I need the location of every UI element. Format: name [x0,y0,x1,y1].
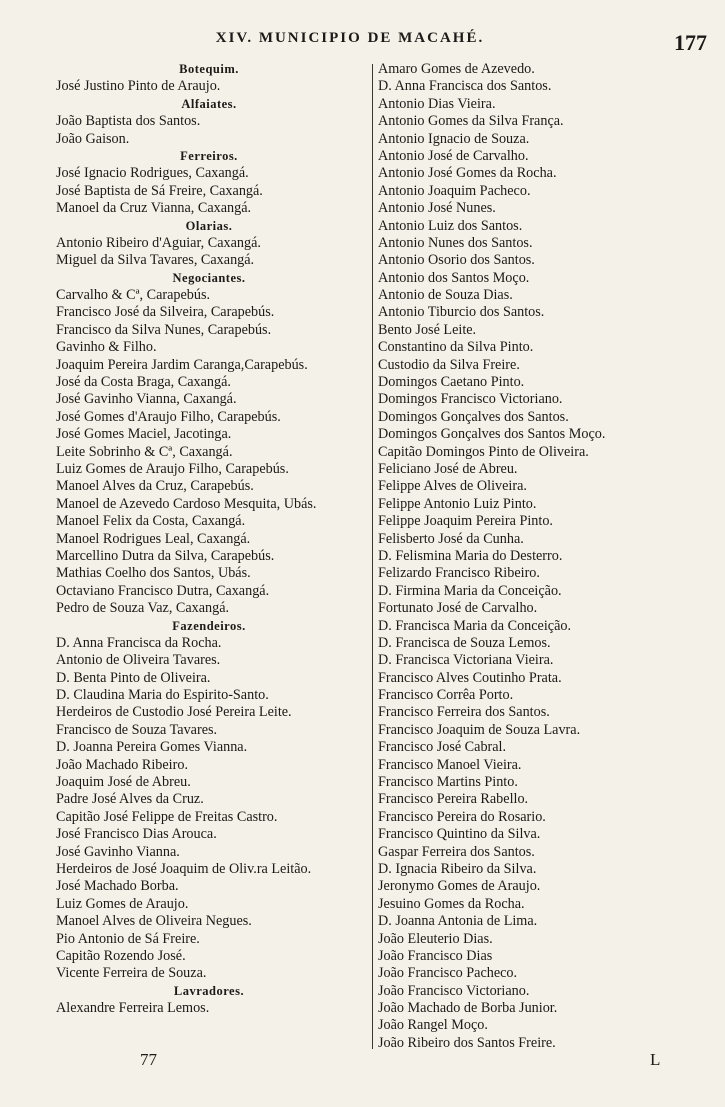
list-item: Manoel Felix da Costa, Caxangá. [56,513,246,530]
list-item: João Francisco Pacheco. [378,965,518,982]
list-item: Domingos Gonçalves dos Santos Moço. [378,426,606,443]
list-item: Francisco Ferreira dos Santos. [378,704,550,721]
list-item: D. Joanna Pereira Gomes Vianna. [56,739,248,756]
list-item: Francisco Pereira Rabello. [378,791,529,808]
list-item: Antonio dos Santos Moço. [378,269,530,286]
list-item: D. Felismina Maria do Desterro. [378,547,563,564]
list-item: Octaviano Francisco Dutra, Caxangá. [56,582,270,599]
list-item: João Francisco Victoriano. [378,982,530,999]
list-item: Alexandre Ferreira Lemos. [56,1000,210,1017]
section-heading: Ferreiros. [180,148,238,163]
list-item: D. Joanna Antonia de Lima. [378,913,538,930]
list-item: João Machado Ribeiro. [56,756,188,773]
list-item: José Justino Pinto de Araujo. [56,78,221,95]
list-item: Antonio de Souza Dias. [378,287,513,304]
list-item: Mathias Coelho dos Santos, Ubás. [56,565,251,582]
list-item: Antonio Ignacio de Souza. [378,130,530,147]
list-item: Custodio da Silva Freire. [378,356,520,373]
list-item: Antonio José de Carvalho. [378,147,529,164]
list-item: Pio Antonio de Sá Freire. [56,930,200,947]
list-item: Antonio José Gomes da Rocha. [378,165,557,182]
sheet-number: 77 [140,1050,157,1069]
list-item: Antonio Ribeiro d'Aguiar, Caxangá. [56,234,261,251]
list-item: Francisco José da Silveira, Carapebús. [56,304,275,321]
list-item: Domingos Gonçalves dos Santos. [378,408,569,425]
list-item: José Gomes d'Araujo Filho, Carapebús. [56,408,281,425]
list-item: Francisco da Silva Nunes, Carapebús. [56,321,272,338]
list-item: D. Firmina Maria da Conceição. [378,582,562,599]
list-item: Manoel Rodrigues Leal, Caxangá. [56,530,251,547]
list-item: Fortunato José de Carvalho. [378,600,538,617]
list-item: Antonio de Oliveira Tavares. [56,652,221,669]
right-column [378,61,674,1052]
list-item: Antonio Nunes dos Santos. [378,234,533,251]
list-item: Francisco Quintino da Silva. [378,826,541,843]
list-item: Amaro Gomes de Azevedo. [378,61,535,77]
list-item: Capitão Rozendo José. [56,947,186,964]
list-item: Francisco Corrêa Porto. [378,687,514,704]
list-item: João Eleuterio Dias. [378,930,493,947]
list-item: João Baptista dos Santos. [56,113,201,130]
list-item: Antonio Joaquim Pacheco. [378,182,531,199]
list-item: Jeronymo Gomes de Araujo. [378,878,541,895]
list-item: Luiz Gomes de Araujo Filho, Carapebús. [56,460,289,477]
list-item: Antonio José Nunes. [378,200,496,217]
list-item: Manoel Alves de Oliveira Negues. [56,913,252,930]
list-item: Antonio Tiburcio dos Santos. [378,304,545,321]
list-item: Marcellino Dutra da Silva, Carapebús. [56,547,275,564]
list-item: João Gaison. [56,130,130,147]
list-item: Felippe Joaquim Pereira Pinto. [378,513,553,530]
list-item: D. Anna Francisca da Rocha. [56,634,222,651]
list-item: José da Costa Braga, Caxangá. [56,374,231,391]
list-item: Herdeiros de Custodio José Pereira Leite. [56,704,292,721]
list-item: Joaquim Pereira Jardim Caranga,Carapebús. [56,356,308,373]
signature-mark: L [650,1050,661,1069]
list-item: José Machado Borba. [56,878,179,895]
list-item: José Ignacio Rodrigues, Caxangá. [56,165,249,182]
list-item: Francisco de Souza Tavares. [56,721,218,738]
list-item: Francisco Pereira do Rosario. [378,808,546,825]
list-item: D. Claudina Maria do Espirito-Santo. [56,687,269,704]
left-column [44,61,374,1017]
list-item: Domingos Francisco Victoriano. [378,391,563,408]
section-heading: Negociantes. [172,270,246,285]
list-item: Felizardo Francisco Ribeiro. [378,565,540,582]
list-item: Padre José Alves da Cruz. [56,791,204,808]
list-item: D. Benta Pinto de Oliveira. [56,669,211,686]
list-item: Vicente Ferreira de Souza. [56,965,207,982]
list-item: Antonio Dias Vieira. [378,95,496,112]
list-item: João Ribeiro dos Santos Freire. [378,1034,556,1051]
list-item: Gaspar Ferreira dos Santos. [378,843,535,860]
list-item: Constantino da Silva Pinto. [378,339,534,356]
section-heading: Alfaiates. [181,96,237,111]
list-item: Herdeiros de José Joaquim de Oliv.ra Leitão. [56,860,312,877]
list-item: Domingos Caetano Pinto. [378,374,525,391]
column-divider [372,64,373,1049]
list-item: D. Ignacia Ribeiro da Silva. [378,860,537,877]
list-item: Luiz Gomes de Araujo. [56,895,189,912]
list-item: D. Francisca Maria da Conceição. [378,617,572,634]
list-item: Capitão Domingos Pinto de Oliveira. [378,443,589,460]
page-number: 177 [674,30,707,55]
section-heading: Botequim. [179,62,239,76]
list-item: José Baptista de Sá Freire, Caxangá. [56,182,263,199]
section-heading: Lavradores. [173,983,245,998]
list-item: Francisco Alves Coutinho Prata. [378,669,562,686]
list-item: João Francisco Dias [378,947,493,964]
section-heading: Fazendeiros. [172,618,246,633]
list-item: Carvalho & Cª, Carapebús. [56,287,211,304]
list-item: Francisco Joaquim de Souza Lavra. [378,721,581,738]
list-item: Bento José Leite. [378,321,477,338]
list-item: Francisco Martins Pinto. [378,774,518,791]
list-item: José Gavinho Vianna. [56,843,180,860]
list-item: Francisco Manoel Vieira. [378,756,522,773]
list-item: D. Francisca Victoriana Vieira. [378,652,554,669]
list-item: Francisco José Cabral. [378,739,507,756]
list-item: Felippe Antonio Luiz Pinto. [378,495,537,512]
list-item: Miguel da Silva Tavares, Caxangá. [56,252,255,269]
list-item: Manoel Alves da Cruz, Carapebús. [56,478,254,495]
list-item: Antonio Luiz dos Santos. [378,217,523,234]
list-item: José Gavinho Vianna, Caxangá. [56,391,237,408]
section-heading: Olarias. [185,218,233,233]
list-item: Feliciano José de Abreu. [378,460,518,477]
page-title: XIV. MUNICIPIO DE MACAHÉ. [215,30,485,46]
list-item: José Francisco Dias Arouca. [56,826,217,843]
list-item: Antonio Gomes da Silva França. [378,113,564,130]
list-item: Joaquim José de Abreu. [56,774,191,791]
list-item: Capitão José Felippe de Freitas Castro. [56,808,278,825]
list-item: Felippe Alves de Oliveira. [378,478,527,495]
list-item: João Machado de Borba Junior. [378,1000,558,1017]
list-item: Manoel de Azevedo Cardoso Mesquita, Ubás. [56,495,317,512]
list-item: Manoel da Cruz Vianna, Caxangá. [56,200,252,217]
list-item: Jesuino Gomes da Rocha. [378,895,525,912]
list-item: Felisberto José da Cunha. [378,530,524,547]
list-item: João Rangel Moço. [378,1017,488,1034]
list-item: Gavinho & Filho. [56,339,157,356]
list-item: D. Anna Francisca dos Santos. [378,78,552,95]
list-item: Antonio Osorio dos Santos. [378,252,535,269]
list-item: D. Francisca de Souza Lemos. [378,634,551,651]
list-item: Leite Sobrinho & Cª, Caxangá. [56,443,233,460]
list-item: José Gomes Maciel, Jacotinga. [56,426,232,443]
list-item: Pedro de Souza Vaz, Caxangá. [56,600,230,617]
